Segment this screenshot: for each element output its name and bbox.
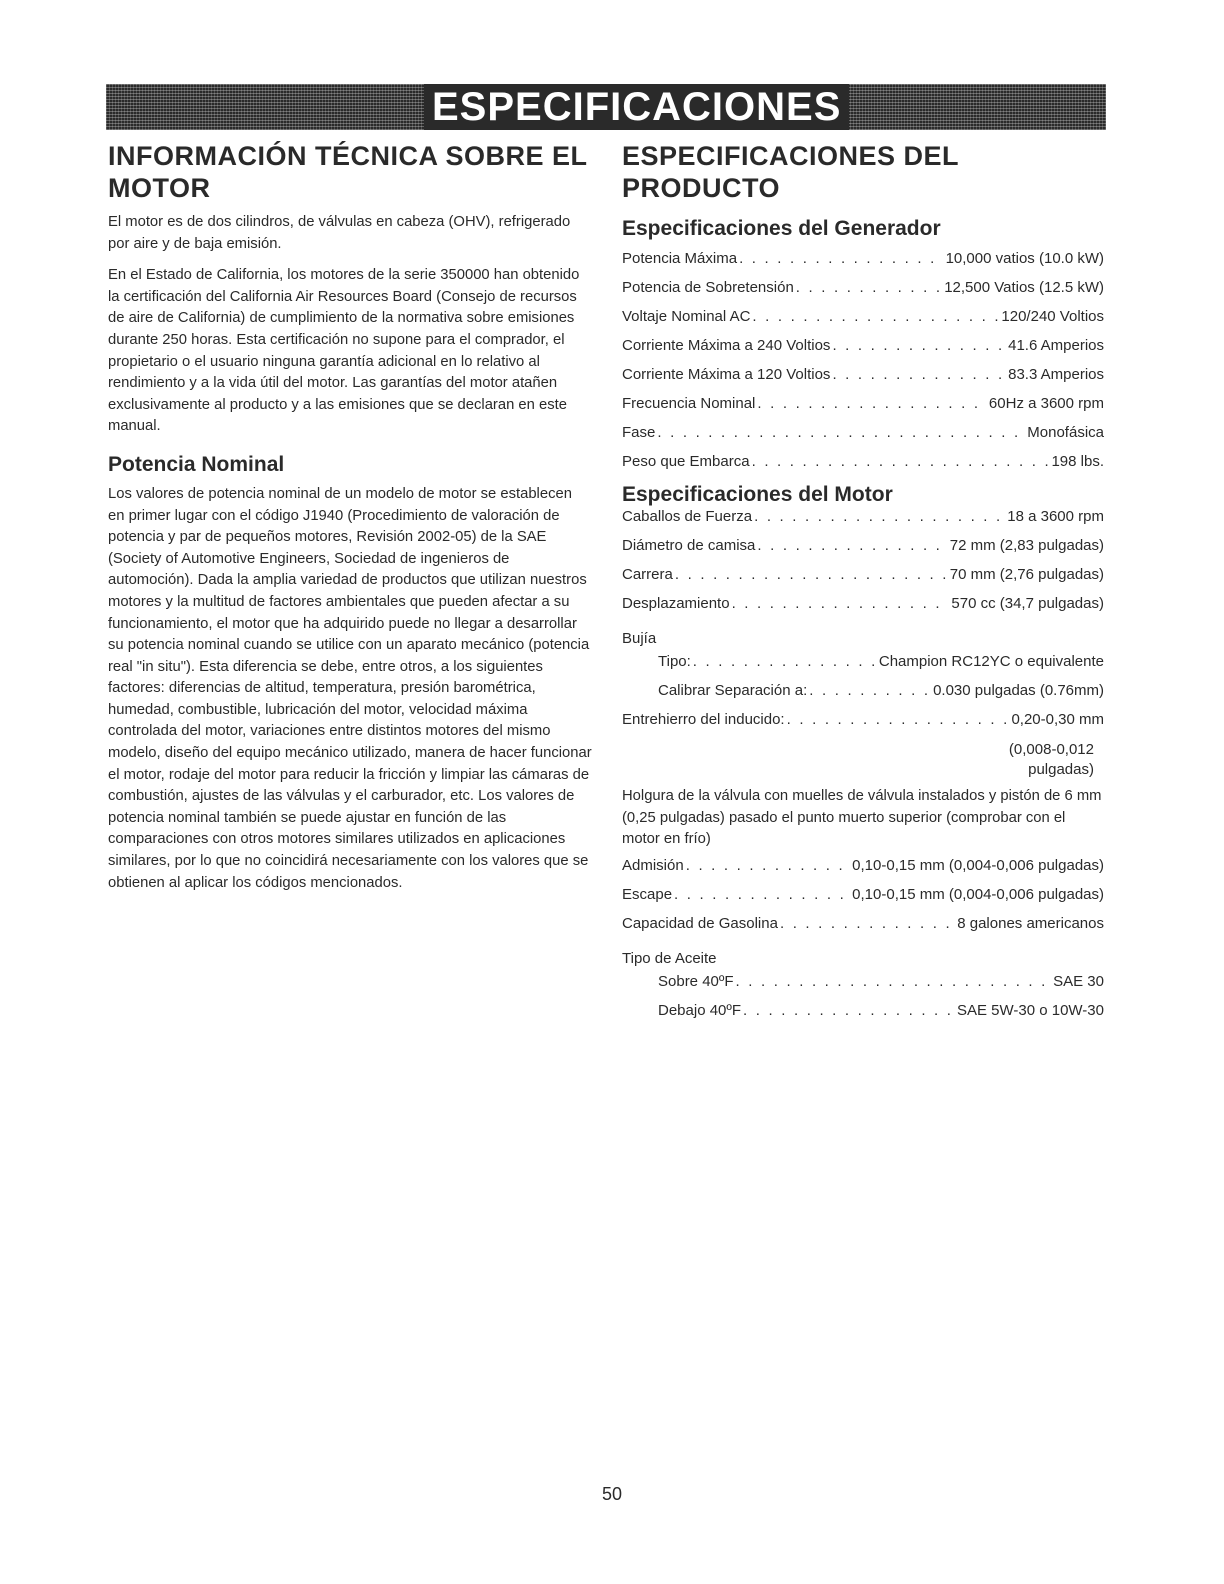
- leader-dots: [754, 508, 1005, 525]
- leader-dots: [752, 308, 999, 325]
- spec-row: [622, 566, 1104, 595]
- leader-dots: [736, 973, 1052, 990]
- spec-row: [622, 653, 1104, 682]
- spec-value: 70 mm (2,76 pulgadas): [949, 566, 1104, 583]
- banner-title: ESPECIFICACIONES: [424, 84, 849, 130]
- spec-value: SAE 5W-30 o 10W-30: [956, 1001, 1104, 1019]
- spec-label: Entrehierro del inducido:: [622, 711, 785, 728]
- page-number: 50: [601, 1484, 623, 1504]
- spec-value: 10,000 vatios (10.0 kW): [945, 250, 1104, 267]
- spec-row: [622, 915, 1104, 944]
- spec-row: [622, 424, 1104, 453]
- spec-row: [622, 453, 1104, 482]
- spec-row: [622, 279, 1104, 308]
- leader-dots: [796, 279, 942, 296]
- spec-label: Potencia Máxima: [622, 250, 738, 267]
- generator-spec-list: [622, 250, 1104, 482]
- leader-dots: [693, 653, 877, 670]
- leader-dots: [787, 711, 1010, 728]
- spec-label: Voltaje Nominal AC: [622, 308, 751, 325]
- spec-label: Caballos de Fuerza: [622, 508, 753, 525]
- spec-value: 0,10-0,15 mm (0,004-0,006 pulgadas): [852, 885, 1104, 903]
- spec-row: [622, 250, 1104, 279]
- spec-label: Debajo 40ºF: [658, 1001, 742, 1019]
- spec-row: [622, 395, 1104, 424]
- motor-specs-heading: Especificaciones del Motor: [622, 483, 893, 506]
- leader-dots: [739, 250, 944, 267]
- spec-value-continuation: pulgadas): [1028, 761, 1094, 778]
- leader-dots: [832, 337, 1006, 354]
- spec-value: 12,500 Vatios (12.5 kW): [944, 279, 1104, 296]
- bujia-label: Bujía: [622, 630, 657, 647]
- spec-value: 0,20-0,30 mm: [1011, 711, 1104, 728]
- spec-label: Sobre 40ºF: [658, 972, 734, 990]
- spec-value: 18 a 3600 rpm: [1007, 508, 1104, 525]
- product-specs-column: [622, 140, 1104, 1031]
- spec-value-continuation: (0,008-0,012: [1008, 741, 1094, 758]
- spec-value: 0.030 pulgadas (0.76mm): [933, 682, 1104, 699]
- engine-info-column: [108, 140, 592, 894]
- engine-info-heading: INFORMACIÓN TÉCNICA SOBRE EL MOTOR: [108, 141, 588, 203]
- spec-label: Desplazamiento: [622, 595, 730, 612]
- leader-dots: [657, 424, 1025, 441]
- spec-value: 83.3 Amperios: [1008, 366, 1104, 383]
- spec-value: Monofásica: [1027, 424, 1104, 441]
- leader-dots: [732, 595, 950, 612]
- spec-value: 60Hz a 3600 rpm: [988, 395, 1104, 412]
- spec-label: Corriente Máxima a 240 Voltios: [622, 337, 831, 354]
- product-specs-heading: ESPECIFICACIONES DEL PRODUCTO: [622, 141, 959, 203]
- engine-intro-paragraph: El motor es de dos cilindros, de válvulas en cabeza (OHV), refrigerado por aire y de baja emisión.: [108, 214, 571, 252]
- potencia-nominal-paragraph: Los valores de potencia nominal de un modelo de motor se establecen en primer lugar con el código J1940 (Procedimiento de valoración de potencia y par de pequeños motores, Revisión 2002-05) de la SAE (Society of Automotive Engineers, Sociedad de ingenieros de automoción). Dada la amplia variedad de productos que utilizan nuestros motores y la multitud de factores ambientales que pueden afectar a su funcionamiento, el motor que ha adquirido puede no llegar a desarrollar su potencia nominal cuando se utilice con un aparato mecánico (potencia real "in situ"). Esta diferencia se debe, entre otros, a los siguientes factores: diferencias de altitud, temperatura, presión barométrica, humedad, combustible, lubricación del motor, velocidad máxima controlada del motor, variaciones entre distintos motores del mismo modelo, diseño del equipo mecánico utilizado, manera de hacer funcionar el motor, rodaje del motor para reducir la fricción y limpiar las cámaras de combustión, ajustes de las válvulas y el carburador, etc. Los valores de potencia nominal también se puede ajustar en función de las comparaciones con otros motores similares utilizados en aplicaciones similares, por lo que no coincidirá necesariamente con los valores que se obtienen al aplicar los códigos mencionados.: [108, 485, 592, 891]
- spec-value: SAE 30: [1053, 972, 1104, 990]
- leader-dots: [757, 537, 947, 554]
- leader-dots: [743, 1002, 955, 1019]
- spec-value: 198 lbs.: [1051, 453, 1104, 470]
- spec-row: [622, 1002, 1104, 1031]
- spec-row: [622, 886, 1104, 915]
- spec-label: Potencia de Sobretensión: [622, 279, 794, 296]
- spec-label: Corriente Máxima a 120 Voltios: [622, 366, 831, 383]
- spec-value: 8 galones americanos: [957, 914, 1104, 932]
- spec-row: [622, 337, 1104, 366]
- leader-dots: [686, 857, 850, 874]
- spec-label: Peso que Embarca: [622, 453, 750, 470]
- spec-value: 72 mm (2,83 pulgadas): [949, 537, 1104, 554]
- spec-row: [622, 857, 1104, 886]
- spec-row: [622, 308, 1104, 337]
- spec-label: Diámetro de camisa: [622, 537, 756, 554]
- spec-value: 0,10-0,15 mm (0,004-0,006 pulgadas): [852, 856, 1104, 874]
- leader-dots: [809, 682, 931, 699]
- spec-label: Fase: [622, 424, 656, 441]
- spec-label: Capacidad de Gasolina: [622, 914, 778, 932]
- valve-clearance-note: Holgura de la válvula con muelles de válvula instalados y pistón de 6 mm (0,25 pulgadas) pasado el punto muerto superior (comprobar con el motor en frío): [622, 788, 1102, 848]
- spec-row: [622, 595, 1104, 624]
- potencia-nominal-heading: Potencia Nominal: [108, 452, 285, 476]
- spec-row: [622, 508, 1104, 537]
- spec-row: [622, 711, 1104, 740]
- spec-label: Admisión: [622, 856, 684, 874]
- california-certification-paragraph: En el Estado de California, los motores de la serie 350000 han obtenido la certificación del California Air Resources Board (Consejo de recursos de aire de California) de cumplimiento de la normativa sobre emisiones durante 250 horas. Esta certificación no supone para el comprador, el propietario o el usuario ninguna garantía adicional en lo relativo al rendimiento y a la vida útil del motor. Las garantías del motor atañen exclusivamente al producto y a las emisiones que se declaran en este manual.: [108, 267, 580, 435]
- spec-value: 120/240 Voltios: [1001, 308, 1104, 325]
- spec-row: [622, 537, 1104, 566]
- spec-label: Frecuencia Nominal: [622, 395, 756, 412]
- leader-dots: [675, 566, 948, 583]
- leader-dots: [832, 366, 1006, 383]
- spec-label: Tipo:: [658, 653, 691, 670]
- spec-value: 41.6 Amperios: [1008, 337, 1104, 354]
- spec-label: Carrera: [622, 566, 673, 583]
- leader-dots: [780, 915, 955, 932]
- spec-value: 570 cc (34,7 pulgadas): [951, 595, 1104, 612]
- spec-row: [622, 682, 1104, 711]
- motor-spec-list: [622, 508, 1104, 1031]
- spec-label: Calibrar Separación a:: [658, 682, 808, 699]
- generator-specs-heading: Especificaciones del Generador: [622, 217, 941, 240]
- spec-value: Champion RC12YC o equivalente: [878, 653, 1104, 670]
- leader-dots: [757, 395, 987, 412]
- leader-dots: [752, 453, 1050, 470]
- spec-row: [622, 366, 1104, 395]
- leader-dots: [674, 886, 850, 903]
- oil-type-label: Tipo de Aceite: [622, 949, 717, 967]
- spec-row: [622, 973, 1104, 1002]
- spec-label: Escape: [622, 885, 673, 903]
